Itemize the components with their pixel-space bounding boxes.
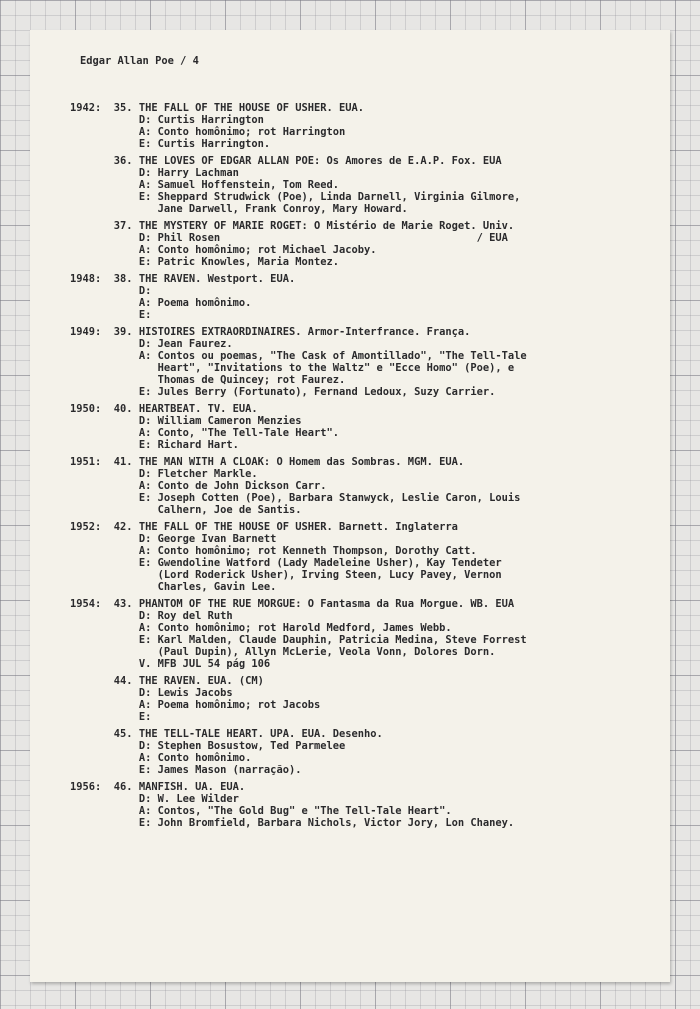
document-line: A: Conto homônimo. [70,752,252,764]
document-line: 1950: 40. HEARTBEAT. TV. EUA. [70,403,258,415]
document-line: A: Poema homônimo. [70,297,252,309]
document-line: (Paul Dupin), Allyn McLerie, Veola Vonn, Dolores Dorn. [70,646,496,658]
document-line: Jane Darwell, Frank Conroy, Mary Howard. [70,203,408,215]
document-line: A: Samuel Hoffenstein, Tom Reed. [70,179,339,191]
document-line: D: [70,285,152,297]
document-line: A: Poema homônimo; rot Jacobs [70,699,321,711]
document-line: 1948: 38. THE RAVEN. Westport. EUA. [70,273,296,285]
document-line: Thomas de Quincey; rot Faurez. [70,374,346,386]
document-line: D: Jean Faurez. [70,338,233,350]
document-line: 36. THE LOVES OF EDGAR ALLAN POE: Os Amores de E.A.P. Fox. EUA [70,155,502,167]
document-line: A: Contos ou poemas, "The Cask of Amontillado", "The Tell-Tale [70,350,527,362]
document-line: D: Harry Lachman [70,167,239,179]
document-line: A: Conto homônimo; rot Kenneth Thompson, Dorothy Catt. [70,545,477,557]
document-line: D: George Ivan Barnett [70,533,277,545]
document-line: 37. THE MYSTERY OF MARIE ROGET: O Mistério de Marie Roget. Univ. [70,220,515,232]
document-line: D: Fletcher Markle. [70,468,258,480]
document-line: 45. THE TELL-TALE HEART. UPA. EUA. Desenho. [70,728,383,740]
document-line: E: Curtis Harrington. [70,138,271,150]
document-line: A: Conto de John Dickson Carr. [70,480,327,492]
document-line: A: Conto, "The Tell-Tale Heart". [70,427,339,439]
document-line: A: Conto homônimo; rot Harold Medford, James Webb. [70,622,452,634]
document-line: E: Patric Knowles, Maria Montez. [70,256,339,268]
document-line: D: Roy del Ruth [70,610,233,622]
document-line: E: Jules Berry (Fortunato), Fernand Ledoux, Suzy Carrier. [70,386,496,398]
document-line: 1954: 43. PHANTOM OF THE RUE MORGUE: O Fantasma da Rua Morgue. WB. EUA [70,598,515,610]
document-line: (Lord Roderick Usher), Irving Steen, Lucy Pavey, Vernon [70,569,502,581]
document-line: E: Gwendoline Watford (Lady Madeleine Usher), Kay Tendeter [70,557,502,569]
document-line: Heart", "Invitations to the Waltz" e "Ecce Homo" (Poe), e [70,362,515,374]
document-line: 1952: 42. THE FALL OF THE HOUSE OF USHER. Barnett. Inglaterra [70,521,458,533]
document-line: E: James Mason (narração). [70,764,302,776]
document-line: Calhern, Joe de Santis. [70,504,302,516]
document-line: A: Contos, "The Gold Bug" e "The Tell-Tale Heart". [70,805,452,817]
document-line: D: Stephen Bosustow, Ted Parmelee [70,740,346,752]
document-line: E: Joseph Cotten (Poe), Barbara Stanwyck, Leslie Caron, Louis [70,492,521,504]
document-line: D: Phil Rosen / EUA [70,232,508,244]
document-line: 1951: 41. THE MAN WITH A CLOAK: O Homem das Sombras. MGM. EUA. [70,456,465,468]
document-line: E: Richard Hart. [70,439,239,451]
document-line: E: Karl Malden, Claude Dauphin, Patricia Medina, Steve Forrest [70,634,527,646]
document-line: A: Conto homônimo; rot Michael Jacoby. [70,244,377,256]
document-line: V. MFB JUL 54 pág 106 [70,658,271,670]
document-line: E: [70,309,152,321]
document-line: 1956: 46. MANFISH. UA. EUA. [70,781,246,793]
document-line: E: Sheppard Strudwick (Poe), Linda Darnell, Virginia Gilmore, [70,191,521,203]
document-line: Charles, Gavin Lee. [70,581,277,593]
document-line: D: W. Lee Wilder [70,793,239,805]
document-line: 1949: 39. HISTOIRES EXTRAORDINAIRES. Armor-Interfrance. França. [70,326,471,338]
document-line: 44. THE RAVEN. EUA. (CM) [70,675,264,687]
document-line: E: [70,711,152,723]
document-line: 1942: 35. THE FALL OF THE HOUSE OF USHER. EUA. [70,102,365,114]
page-header: Edgar Allan Poe / 4 [80,55,199,67]
document-line: D: William Cameron Menzies [70,415,302,427]
typed-document-page [30,30,670,982]
document-line: A: Conto homônimo; rot Harrington [70,126,346,138]
document-line: D: Curtis Harrington [70,114,264,126]
document-line: E: John Bromfield, Barbara Nichols, Victor Jory, Lon Chaney. [70,817,515,829]
document-line: D: Lewis Jacobs [70,687,233,699]
